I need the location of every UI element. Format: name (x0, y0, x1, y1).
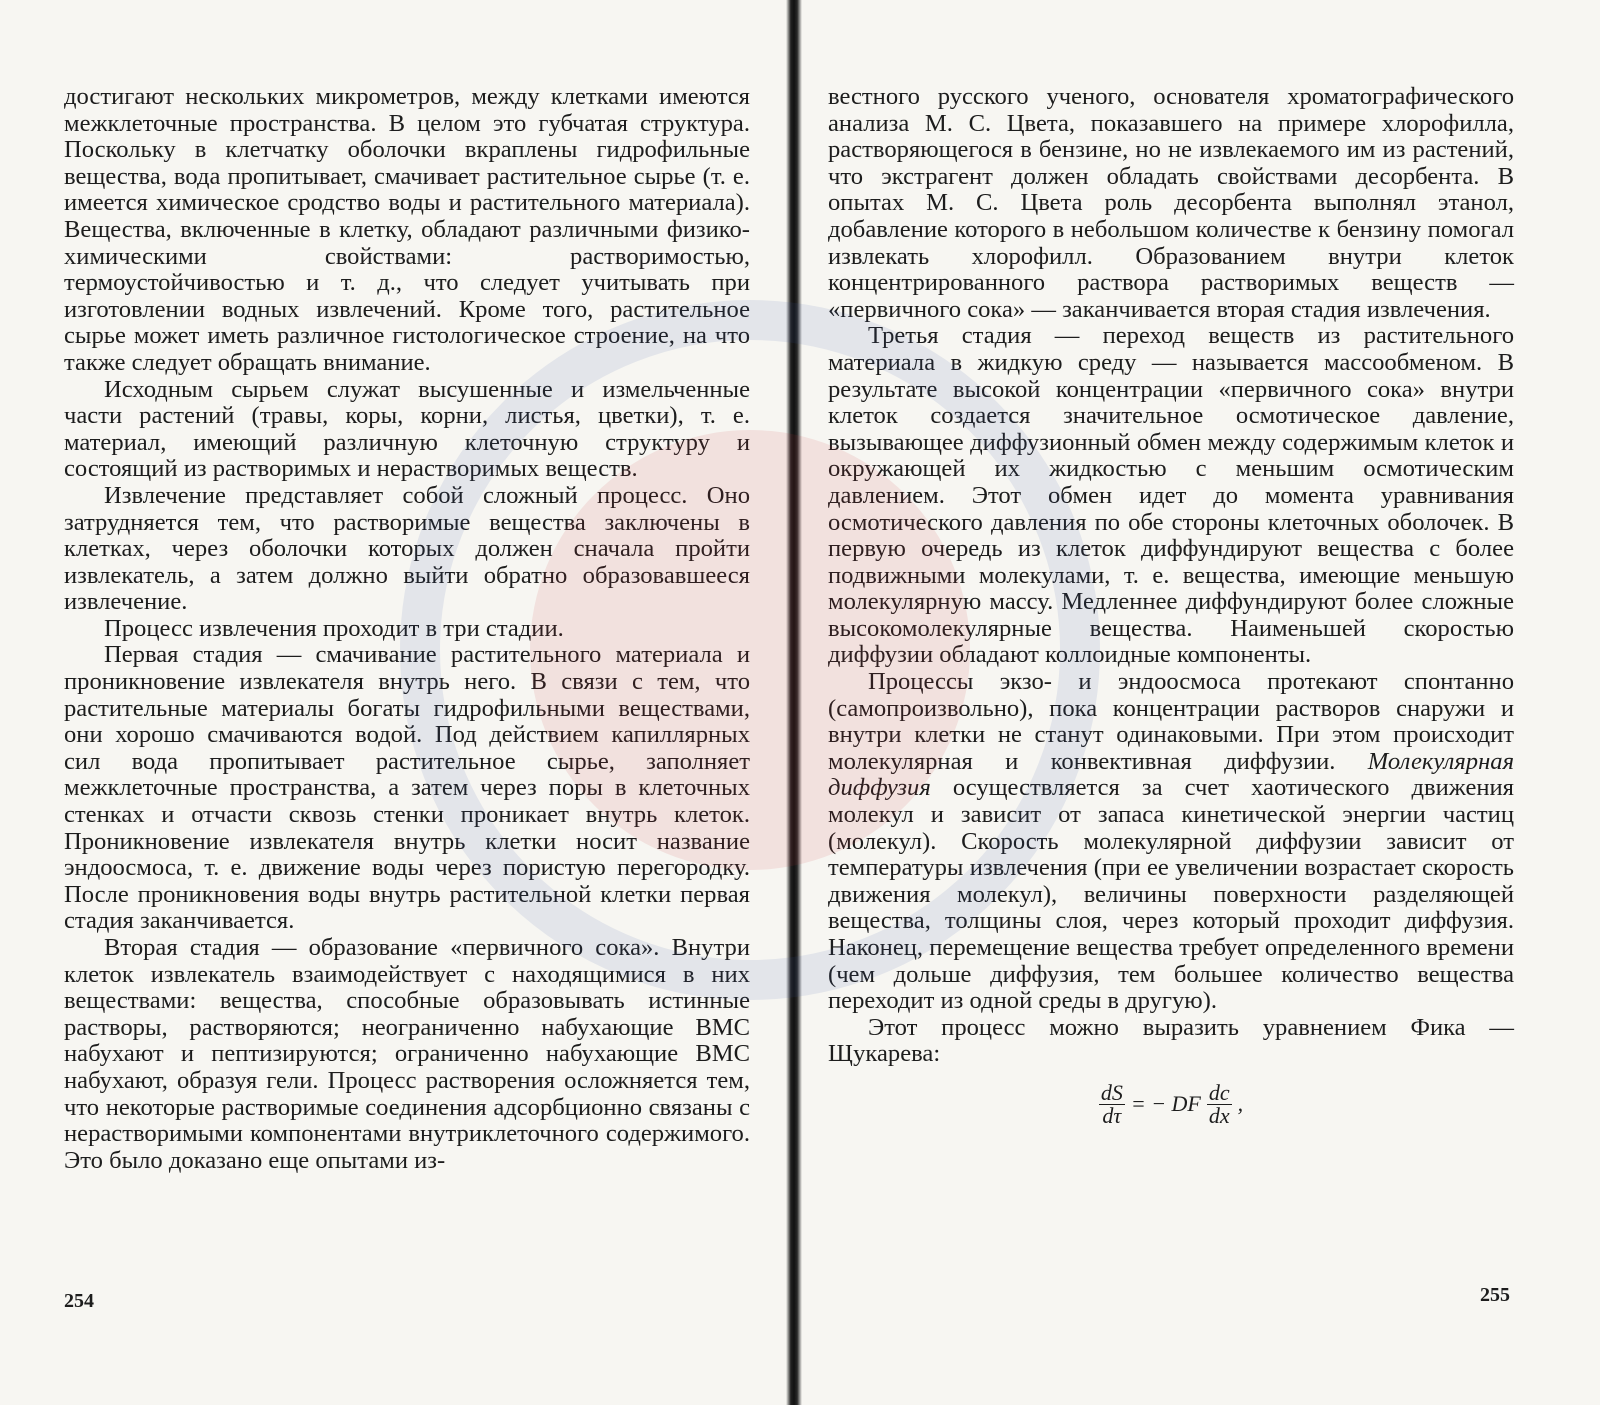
paragraph-text: Процессы экзо- и эндоосмоса протекают спонтанно (самопроизвольно), пока концентрации растворов снаружи и внутри клетки не станут одинаковыми. При этом происходит молекулярная и конвективная диффузии. (828, 668, 1514, 775)
fraction-numerator: dS (1100, 1079, 1123, 1105)
paragraph: Исходным сырьем служат высушенные и измельченные части растений (травы, коры, корни, листья, цветки), т. е. материал, имеющий различную клеточную структуру и состоящий из растворимых и нерастворимых веществ. (64, 375, 750, 483)
fraction-denominator: dτ (1102, 1102, 1122, 1128)
fick-equation (828, 1079, 1514, 1128)
italic-term: Молекулярная диффузия (828, 747, 1514, 802)
paragraph: Этот процесс можно выразить уравнением Фика — Щукарева: (828, 1013, 1514, 1068)
fraction-denominator: dx (1208, 1102, 1230, 1128)
paragraph: Третья стадия — переход веществ из растительного материала в жидкую среду — называется массообменом. В результате высокой концентрации «первичного сока» внутри клеток создается значительное осмотическое давление, вызывающее диффузионный обмен между содержимым клеток и окружающей их жидкостью с меньшим осмотическим давлением. Этот обмен идет до момента уравнивания осмотического давления по обе стороны клеточных оболочек. В первую очередь из клеток диффундируют вещества с более подвижными молекулами, т. е. вещества, имеющие меньшую молекулярную массу. Медленнее диффундируют более сложные высокомолекулярные вещества. Наименьшей скоростью диффузии обладают коллоидные компоненты. (828, 322, 1514, 669)
right-page (800, 0, 1600, 1405)
paragraph-text: осуществляется за счет хаотического движения молекул и зависит от запаса кинетической энергии частиц (молекул). Скорость молекулярной диффузии зависит от температуры извлечения (при ее увеличении возрастает скорость движения молекул), величины поверхности разделяющей вещества, толщины слоя, через который проходит диффузия. Наконец, перемещение вещества требует определенного времени (чем дольше диффузия, тем большее количество вещества переходит из одной среды в другую). (828, 774, 1514, 1015)
paragraph: Процесс извлечения проходит в три стадии. (104, 614, 564, 642)
page-number-right: 255 (1480, 1284, 1510, 1306)
right-page-text (828, 84, 1514, 1127)
fraction-numerator: dc (1208, 1079, 1230, 1105)
paragraph-molecular-diffusion (828, 669, 1514, 1015)
paragraph: Вторая стадия — образование «первичного сока». Внутри клеток извлекатель взаимодействует с находящимися в них веществами: вещества, способные образовывать истинные растворы, растворяются; неограниченно набухающие ВМС набухают и пептизируются; ограниченно набухающие ВМС набухают, образуя гели. Процесс растворения осложняется тем, что некоторые растворимые соединения адсорбционно связаны с нерастворимыми компонентами внутриклеточного содержимого. Это было доказано еще опытами из- (64, 934, 750, 1174)
equation-middle: = − DF (1130, 1091, 1201, 1117)
left-page (0, 0, 790, 1405)
paragraph: вестного русского ученого, основателя хроматографического анализа М. С. Цвета, показавшего на примере хлорофилла, растворяющегося в бензине, но не извлекаемого им из растений, что экстрагент должен обладать свойствами десорбента. В опытах М. С. Цвета роль десорбента выполнял этанол, добавление которого в небольшом количестве к бензину помогал извлекать хлорофилл. Образованием внутри клеток концентрированного раствора растворимых веществ — «первичного сока» — заканчивается вторая стадия извлечения. (828, 83, 1514, 323)
fraction-ds-dtau (1099, 1079, 1125, 1128)
page-number-left: 254 (64, 1290, 94, 1312)
left-page-text (64, 84, 750, 1174)
paragraph: достигают нескольких микрометров, между клетками имеются межклеточные пространства. В целом это губчатая структура. Поскольку в клетчатку оболочки вкраплены гидрофильные вещества, вода пропитывает, смачивает растительное сырье (т. е. имеется химическое сродство воды и растительного материала). Вещества, включенные в клетку, обладают различными физико-химическими свойствами: растворимостью, термоустойчивостью и т. д., что следует учитывать при изготовлении водных извлечений. Кроме того, растительное сырье может иметь различное гистологическое строение, на что также следует обращать внимание. (64, 83, 750, 376)
fraction-dc-dx (1207, 1079, 1232, 1128)
equation-trail: , (1237, 1091, 1244, 1117)
paragraph: Первая стадия — смачивание растительного материала и проникновение извлекателя внутрь него. В связи с тем, что растительные материалы богаты гидрофильными веществами, они хорошо смачиваются водой. Под действием капиллярных сил вода пропитывает растительное сырье, заполняет межклеточные пространства, а затем через поры в клеточных стенках и отчасти сквозь стенки проникает внутрь клеток. Проникновение извлекателя внутрь клетки носит название эндоосмоса, т. е. движение воды через пористую перегородку. После проникновения воды внутрь растительной клетки первая стадия заканчивается. (64, 641, 750, 935)
paragraph: Извлечение представляет собой сложный процесс. Оно затрудняется тем, что растворимые вещества заключены в клетках, через оболочки которых должен сначала пройти извлекатель, а затем должно выйти обратно образовавшееся извлечение. (64, 481, 750, 616)
